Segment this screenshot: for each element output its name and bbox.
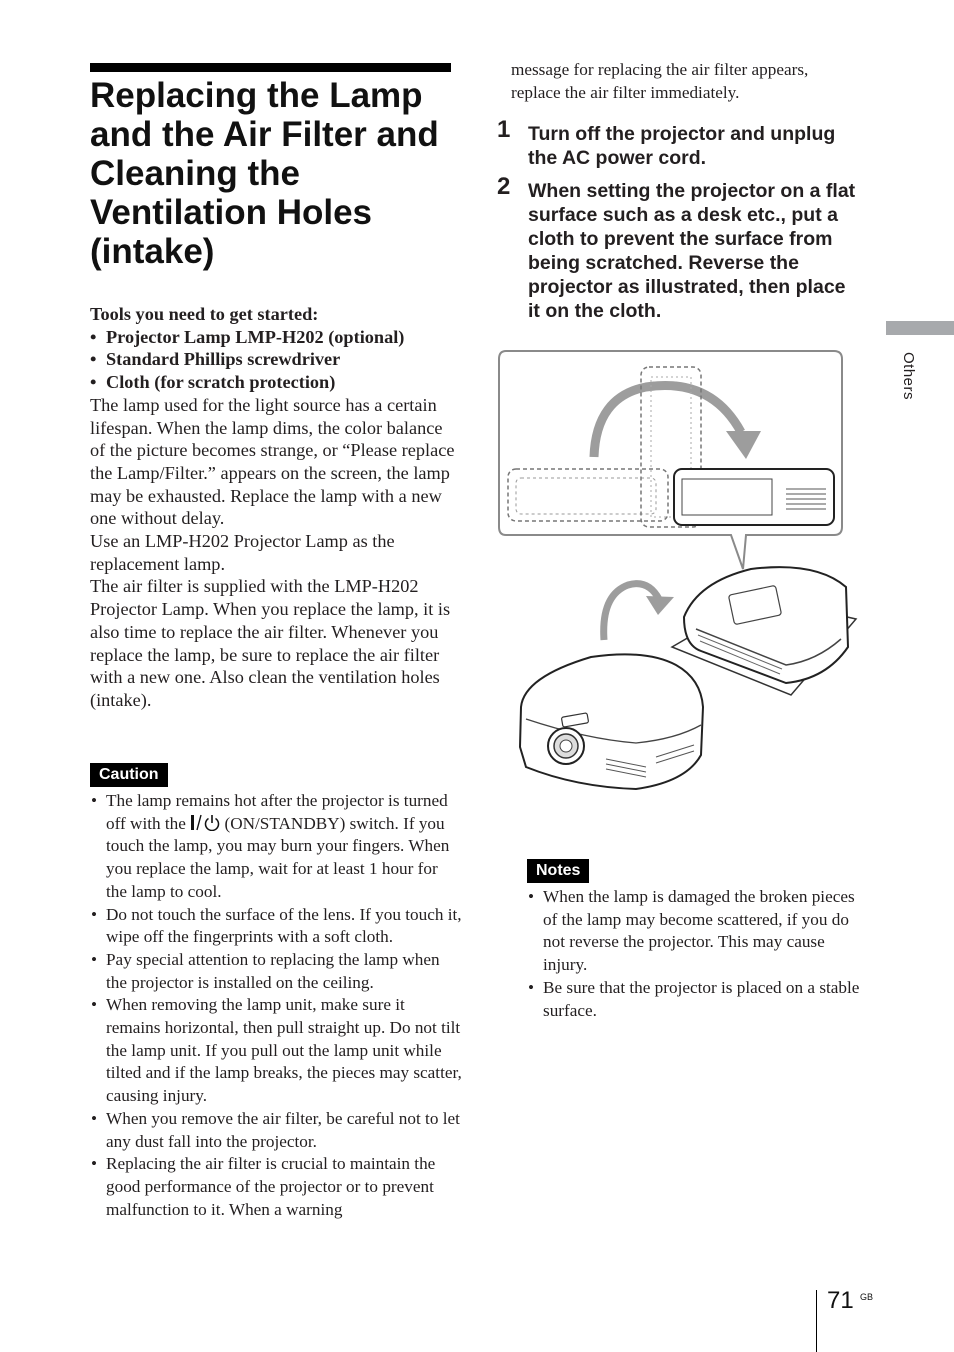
- tool-item: • Projector Lamp LMP-H202 (optional): [90, 326, 460, 349]
- title-line: Ventilation Holes: [90, 193, 372, 232]
- step-2: [497, 173, 857, 323]
- section-label: Others: [900, 352, 917, 401]
- tool-item: • Standard Phillips screwdriver: [90, 348, 460, 371]
- caution-item-text: The lamp remains hot after the projector is turned off with the: [106, 791, 448, 833]
- intro-paragraph: The lamp used for the light source has a certain lifespan. When the lamp dims, the color balance of the picture becomes strange, or “Please replace the Lamp/Filter.” appears on the screen, the lamp may be exhausted. Replace the lamp with a new one without delay.: [90, 394, 455, 529]
- caution-item: • When removing the lamp unit, make sure it remains horizontal, then pull straight up. Do not tilt the lamp unit. If you pull out the lamp unit while tilted and if the lamp breaks, the pieces may scatter, causing injury.: [90, 994, 462, 1108]
- caution-item: • When you remove the air filter, be careful not to let any dust fall into the projector.: [90, 1108, 462, 1153]
- page-language-code: GB: [860, 1292, 874, 1302]
- section-tab: [886, 321, 954, 335]
- step-1: [497, 116, 857, 170]
- projector-on-cloth: [684, 567, 848, 683]
- flip-arrow-icon: [604, 584, 659, 640]
- note-item: • When the lamp is damaged the broken pieces of the lamp may become scattered, if you do not reverse the projector. This may cause injury.: [527, 886, 862, 977]
- notes-list: [527, 886, 862, 1022]
- caution-item: [90, 790, 462, 904]
- caution-item: • Do not touch the surface of the lens. If you touch it, wipe off the fingerprints with a soft cloth.: [90, 904, 462, 949]
- step-text: Turn off the projector and unplug the AC power cord.: [528, 123, 836, 169]
- intro-paragraph: The air filter is supplied with the LMP-H202 Projector Lamp. When you replace the lamp, it is also time to replace the air filter. Whenever you replace the lamp, be sure to replace the air filter with a new one. Also clean the ventilation holes (intake).: [90, 576, 451, 710]
- caution-item: • Replacing the air filter is crucial to maintain the good performance of the projector or to prevent malfunction to it. When a warning: [90, 1153, 462, 1221]
- caution-list: [90, 790, 462, 1221]
- title-line: Cleaning the: [90, 154, 301, 193]
- note-item: • Be sure that the projector is placed on a stable surface.: [527, 977, 862, 1022]
- page-number: 71: [827, 1287, 854, 1314]
- power-standby-icon: [190, 814, 220, 831]
- footer-rule: [816, 1290, 817, 1352]
- title-line: and the Air Filter and: [90, 115, 439, 154]
- step-number: 2: [497, 173, 511, 200]
- caution-item: • Pay special attention to replacing the lamp when the projector is installed on the ceiling.: [90, 949, 462, 994]
- intro-section: [90, 303, 460, 712]
- title-rule: [90, 63, 451, 72]
- title-line: (intake): [90, 232, 215, 271]
- step-number: 1: [497, 116, 511, 143]
- page-title: [90, 76, 460, 271]
- caution-item-text: (ON/STANDBY) switch. If you touch the lamp, you may burn your fingers. When you replace the lamp, wait for at least 1 hour for the lamp to cool.: [106, 813, 450, 901]
- reverse-projector-illustration: [496, 347, 860, 797]
- projector-reversed: [674, 469, 834, 525]
- tool-item: • Cloth (for scratch protection): [90, 371, 460, 394]
- continued-text: message for replacing the air filter appears, replace the air filter immediately.: [511, 60, 809, 102]
- notes-label: Notes: [527, 859, 589, 883]
- caution-label: Caution: [90, 763, 168, 787]
- step-text: When setting the projector on a flat surface such as a desk etc., put a cloth to prevent the surface from being scratched. Reverse the projector as illustrated, then place it on the cloth.: [528, 180, 856, 322]
- intro-paragraph: Use an LMP-H202 Projector Lamp as the replacement lamp.: [90, 531, 395, 574]
- title-line: Replacing the Lamp: [90, 76, 423, 115]
- tools-heading: Tools you need to get started:: [90, 304, 319, 324]
- projector-upright: [520, 654, 703, 789]
